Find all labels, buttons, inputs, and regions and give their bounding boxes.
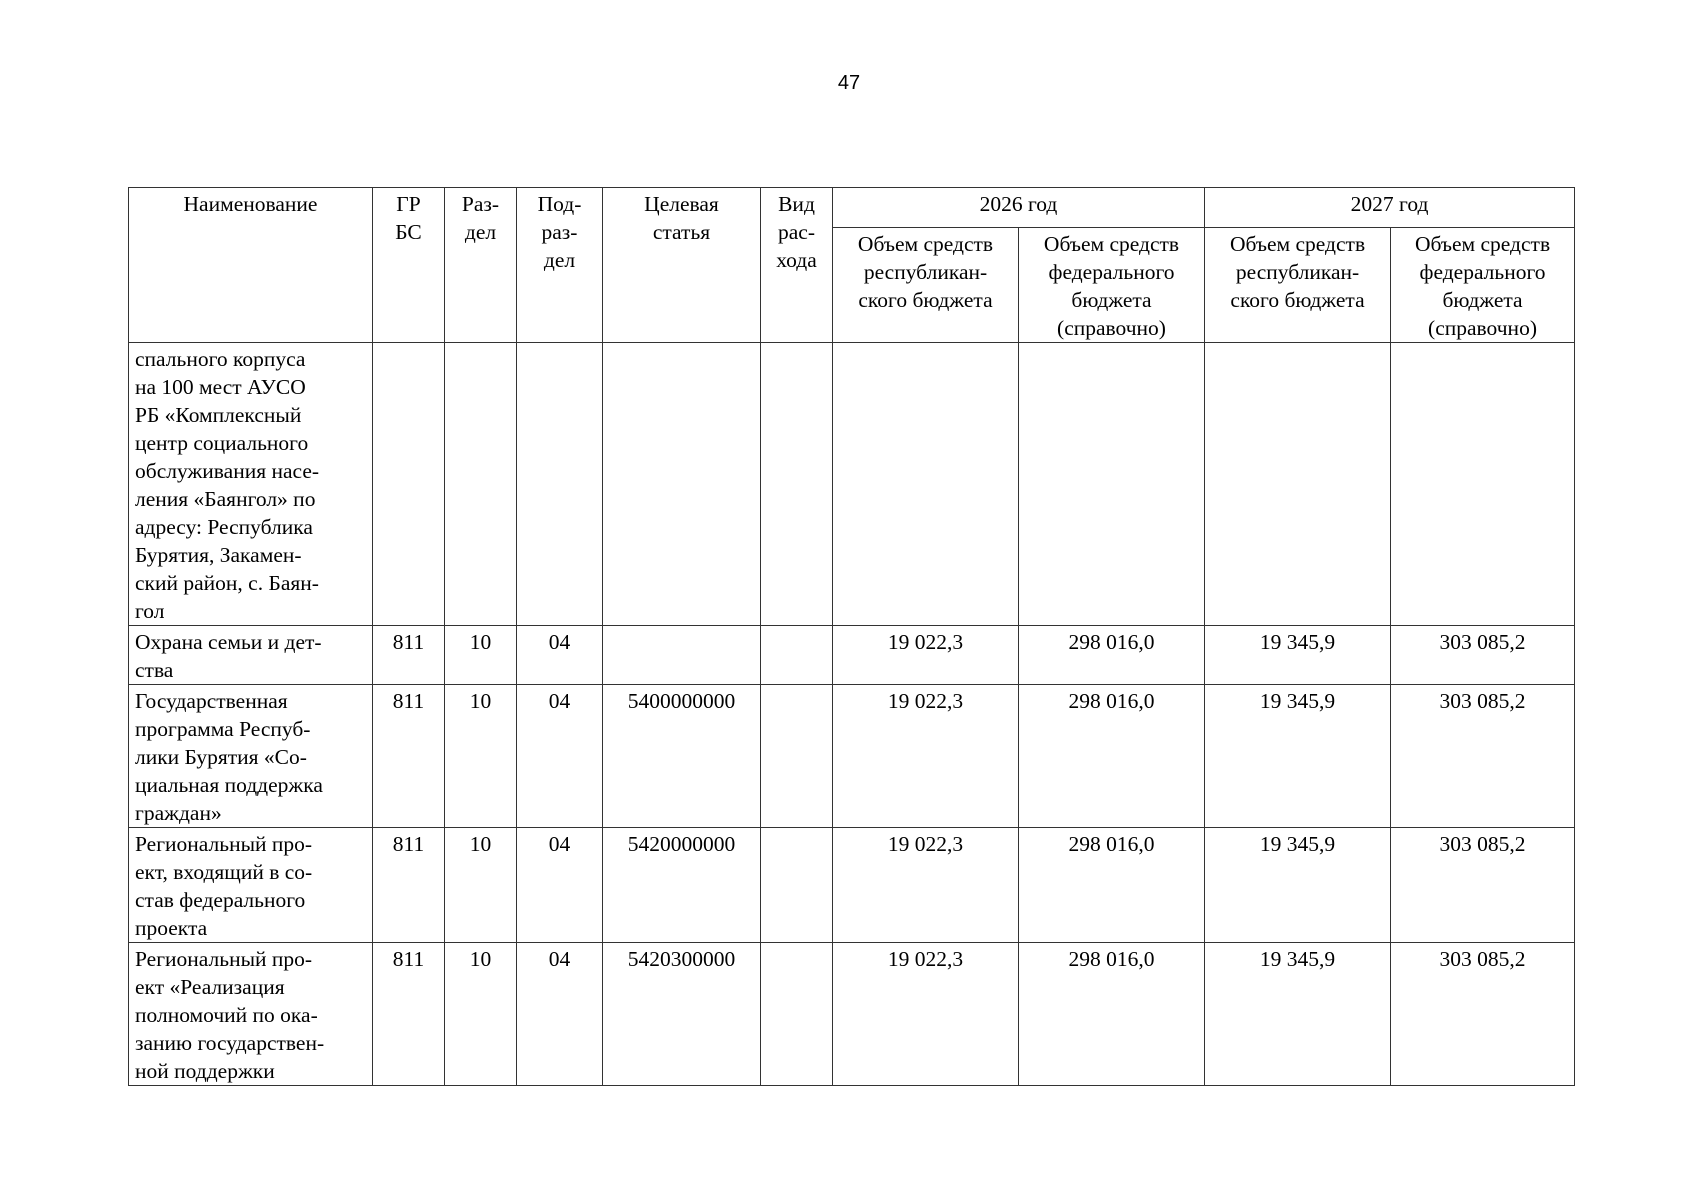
row-fed-2027: 303 085,2 xyxy=(1391,828,1575,943)
table-row xyxy=(129,685,1575,828)
row-grbs: 811 xyxy=(373,685,445,828)
row-name: спального корпуса на 100 мест АУСО РБ «Комплексный центр социального обслуживания насе- ления «Баянгол» по адресу: Республика Бурятия, Закамен- ский район, с. Баян- гол xyxy=(129,343,373,626)
header-fed-budget-2027: Объем средств федерального бюджета (справочно) xyxy=(1391,228,1575,343)
table-row xyxy=(129,943,1575,1086)
header-fed-budget-2026: Объем средств федерального бюджета (справочно) xyxy=(1019,228,1205,343)
row-rep-2027 xyxy=(1205,343,1391,626)
row-grbs xyxy=(373,343,445,626)
row-grbs: 811 xyxy=(373,626,445,685)
row-fed-2027 xyxy=(1391,343,1575,626)
row-fed-2026: 298 016,0 xyxy=(1019,685,1205,828)
row-podrazdel xyxy=(517,343,603,626)
row-name: Региональный про- ект, входящий в со- став федерального проекта xyxy=(129,828,373,943)
row-fed-2026 xyxy=(1019,343,1205,626)
row-vid xyxy=(761,626,833,685)
row-fed-2027: 303 085,2 xyxy=(1391,685,1575,828)
budget-table xyxy=(128,187,1575,1086)
row-celevaya xyxy=(603,626,761,685)
table-row xyxy=(129,828,1575,943)
page-number: 47 xyxy=(837,72,861,94)
row-vid xyxy=(761,343,833,626)
row-name: Охрана семьи и дет- ства xyxy=(129,626,373,685)
table-body xyxy=(129,343,1575,1086)
header-year-2026: 2026 год xyxy=(833,188,1205,228)
header-vid: Вид рас- хода xyxy=(761,188,833,343)
row-fed-2026: 298 016,0 xyxy=(1019,943,1205,1086)
row-razdel: 10 xyxy=(445,685,517,828)
row-celevaya: 5400000000 xyxy=(603,685,761,828)
row-name: Региональный про- ект «Реализация полномочий по ока- занию государствен- ной поддержки xyxy=(129,943,373,1086)
row-razdel: 10 xyxy=(445,626,517,685)
header-celevaya: Целевая статья xyxy=(603,188,761,343)
row-fed-2026: 298 016,0 xyxy=(1019,828,1205,943)
table-header xyxy=(129,188,1575,343)
header-rep-budget-2026: Объем средств республикан- ского бюджета xyxy=(833,228,1019,343)
header-rep-budget-2027: Объем средств республикан- ского бюджета xyxy=(1205,228,1391,343)
row-grbs: 811 xyxy=(373,943,445,1086)
row-name: Государственная программа Респуб- лики Бурятия «Со- циальная поддержка граждан» xyxy=(129,685,373,828)
row-vid xyxy=(761,943,833,1086)
header-podrazdel: Под- раз- дел xyxy=(517,188,603,343)
row-grbs: 811 xyxy=(373,828,445,943)
row-rep-2026: 19 022,3 xyxy=(833,828,1019,943)
row-celevaya: 5420000000 xyxy=(603,828,761,943)
row-vid xyxy=(761,685,833,828)
row-podrazdel: 04 xyxy=(517,685,603,828)
row-razdel xyxy=(445,343,517,626)
row-podrazdel: 04 xyxy=(517,943,603,1086)
row-rep-2027: 19 345,9 xyxy=(1205,828,1391,943)
table-row xyxy=(129,343,1575,626)
row-podrazdel: 04 xyxy=(517,626,603,685)
row-fed-2027: 303 085,2 xyxy=(1391,943,1575,1086)
row-celevaya: 5420300000 xyxy=(603,943,761,1086)
header-razdel: Раз- дел xyxy=(445,188,517,343)
row-rep-2026: 19 022,3 xyxy=(833,685,1019,828)
row-razdel: 10 xyxy=(445,828,517,943)
table-row xyxy=(129,626,1575,685)
row-podrazdel: 04 xyxy=(517,828,603,943)
row-rep-2026 xyxy=(833,343,1019,626)
row-fed-2026: 298 016,0 xyxy=(1019,626,1205,685)
row-razdel: 10 xyxy=(445,943,517,1086)
row-rep-2027: 19 345,9 xyxy=(1205,685,1391,828)
row-rep-2027: 19 345,9 xyxy=(1205,943,1391,1086)
header-name: Наименование xyxy=(129,188,373,343)
row-rep-2027: 19 345,9 xyxy=(1205,626,1391,685)
row-rep-2026: 19 022,3 xyxy=(833,943,1019,1086)
header-year-2027: 2027 год xyxy=(1205,188,1575,228)
row-vid xyxy=(761,828,833,943)
row-celevaya xyxy=(603,343,761,626)
row-fed-2027: 303 085,2 xyxy=(1391,626,1575,685)
header-grbs: ГР БС xyxy=(373,188,445,343)
row-rep-2026: 19 022,3 xyxy=(833,626,1019,685)
